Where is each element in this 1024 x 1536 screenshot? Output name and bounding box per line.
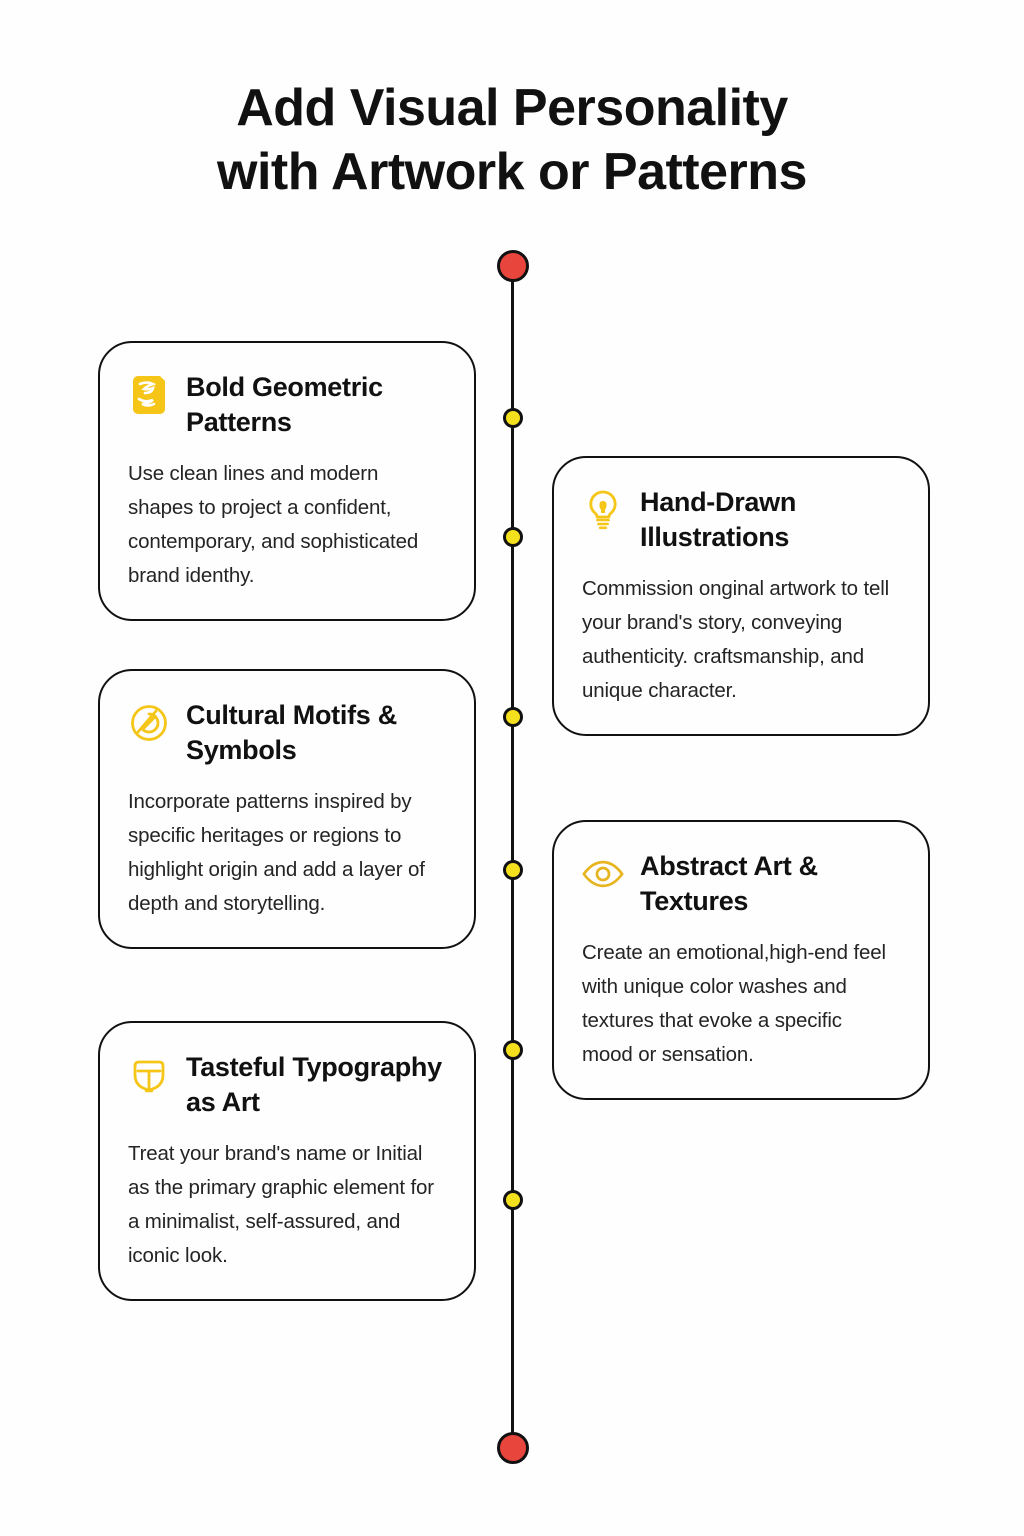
eye-icon bbox=[582, 852, 624, 896]
timeline-node-dot-2 bbox=[503, 527, 523, 547]
timeline-node-dot-4 bbox=[503, 860, 523, 880]
timeline-terminal-dot-bottom bbox=[497, 1432, 529, 1464]
card-hand-drawn[interactable] bbox=[552, 456, 930, 736]
card-body: Commission onginal artwork to tell your brand's story, conveying authenticity. craftsmanship, and unique character. bbox=[582, 577, 890, 702]
card-body: Treat your brand's name or Initial as the primary graphic element for a minimalist, self-assured, and iconic look. bbox=[128, 1142, 434, 1267]
page-title bbox=[0, 76, 1024, 204]
timeline-spine bbox=[511, 266, 514, 1450]
card-tasteful-typography[interactable] bbox=[98, 1021, 476, 1301]
card-header bbox=[128, 697, 444, 768]
motif-symbol-icon bbox=[128, 701, 170, 745]
card-body: Incorporate patterns inspired by specific heritages or regions to highlight origin and add a layer of depth and storytelling. bbox=[128, 790, 425, 915]
card-header bbox=[128, 369, 444, 440]
card-bold-geometric[interactable] bbox=[98, 341, 476, 621]
page-title-line-1: Add Visual Personality bbox=[236, 79, 788, 137]
timeline-node-dot-5 bbox=[503, 1040, 523, 1060]
timeline-node-dot-6 bbox=[503, 1190, 523, 1210]
card-header bbox=[128, 1049, 444, 1120]
card-header bbox=[582, 848, 898, 919]
card-abstract-art[interactable] bbox=[552, 820, 930, 1100]
timeline-node-dot-1 bbox=[503, 408, 523, 428]
page-title-line-2: with Artwork or Patterns bbox=[217, 143, 807, 201]
timeline-node-dot-3 bbox=[503, 707, 523, 727]
card-cultural-motifs[interactable] bbox=[98, 669, 476, 949]
card-body: Create an emotional,high-end feel with unique color washes and textures that evoke a specific mood or sensation. bbox=[582, 941, 886, 1066]
timeline-terminal-dot-top bbox=[497, 250, 529, 282]
card-header bbox=[582, 484, 898, 555]
card-title: Tasteful Typography as Art bbox=[186, 1052, 442, 1117]
card-title: Cultural Motifs & Symbols bbox=[186, 700, 397, 765]
card-title: Hand-Drawn Illustrations bbox=[640, 487, 797, 552]
card-title: Bold Geometric Patterns bbox=[186, 372, 383, 437]
card-body: Use clean lines and modern shapes to project a confident, contemporary, and sophisticated brand identhy. bbox=[128, 462, 419, 587]
card-title: Abstract Art & Textures bbox=[640, 851, 818, 916]
lightbulb-icon bbox=[582, 488, 624, 532]
pattern-swatch-icon bbox=[128, 373, 170, 417]
typography-letter-icon bbox=[128, 1053, 170, 1097]
